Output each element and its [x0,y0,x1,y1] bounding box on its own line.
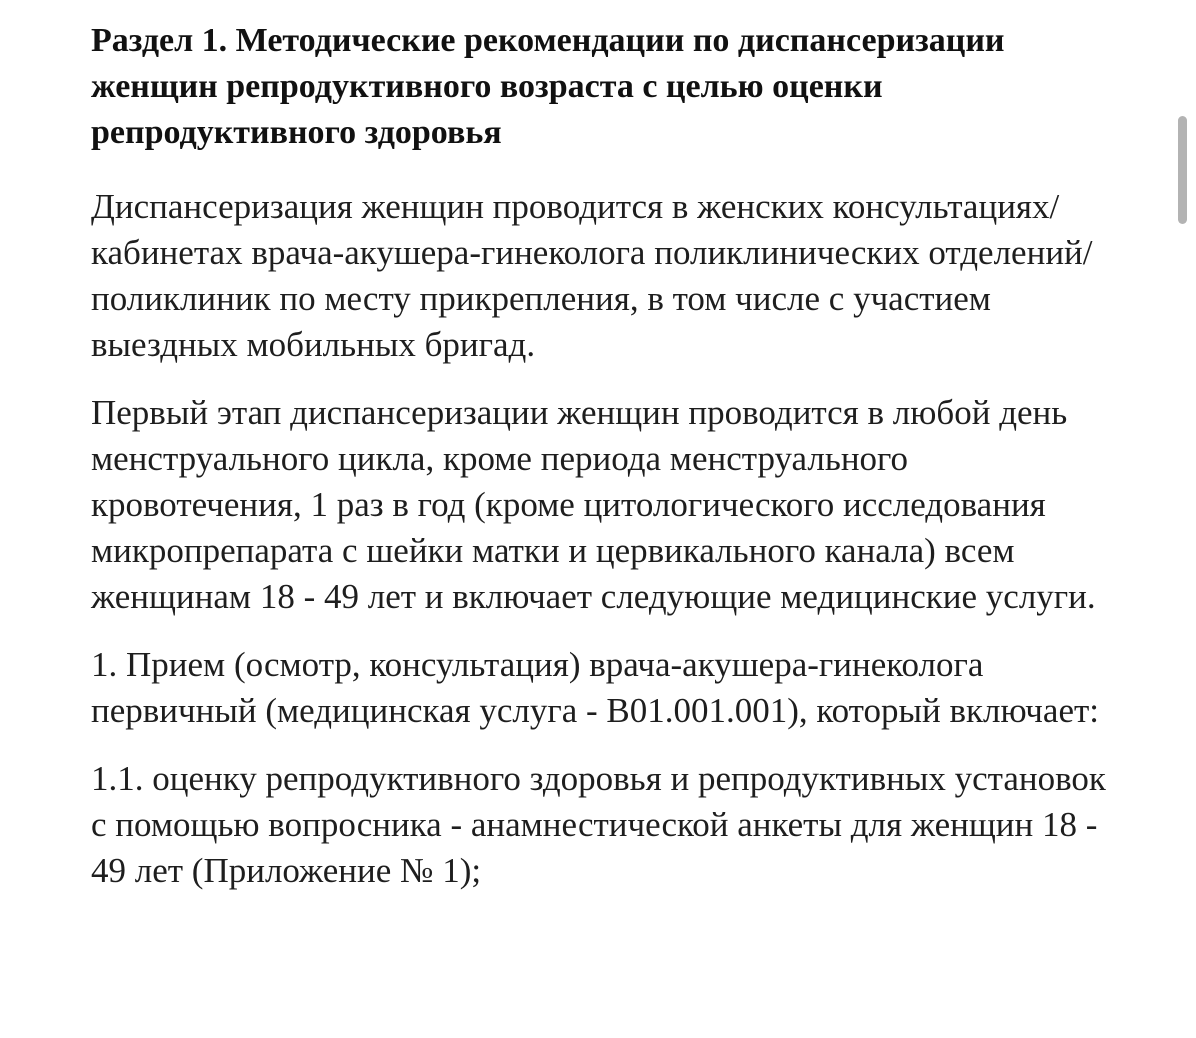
scrollbar-thumb[interactable] [1178,116,1187,224]
document-body [91,18,1121,916]
section-title: Раздел 1. Методические рекомендации по диспансеризации женщин репродуктивного возраста с целью оценки репродуктивного здоровья [91,22,1005,151]
paragraph-item-1-1: 1.1. оценку репродуктивного здоровья и репродуктивных установок с помощью вопросника - анамнестической анкеты для женщин 18 - 49 лет (Приложение № 1); [91,759,1106,890]
paragraph-item-1: 1. Прием (осмотр, консультация) врача-акушера-гинеколога первичный (медицинская услуга - B01.001.001), который включает: [91,645,1099,730]
paragraph-intro: Диспансеризация женщин проводится в женских консультациях/кабинетах врача-акушера-гинеколога поликлинических отделений/поликлиник по месту прикрепления, в том числе с участием выездных мобильных бригад. [91,187,1093,364]
paragraph-first-stage: Первый этап диспансеризации женщин проводится в любой день менструального цикла, кроме периода менструального кровотечения, 1 раз в год (кроме цитологического исследования микропрепарата с шейки матки и цервикального канала) всем женщинам 18 - 49 лет и включает следующие медицинские услуги. [91,393,1096,616]
